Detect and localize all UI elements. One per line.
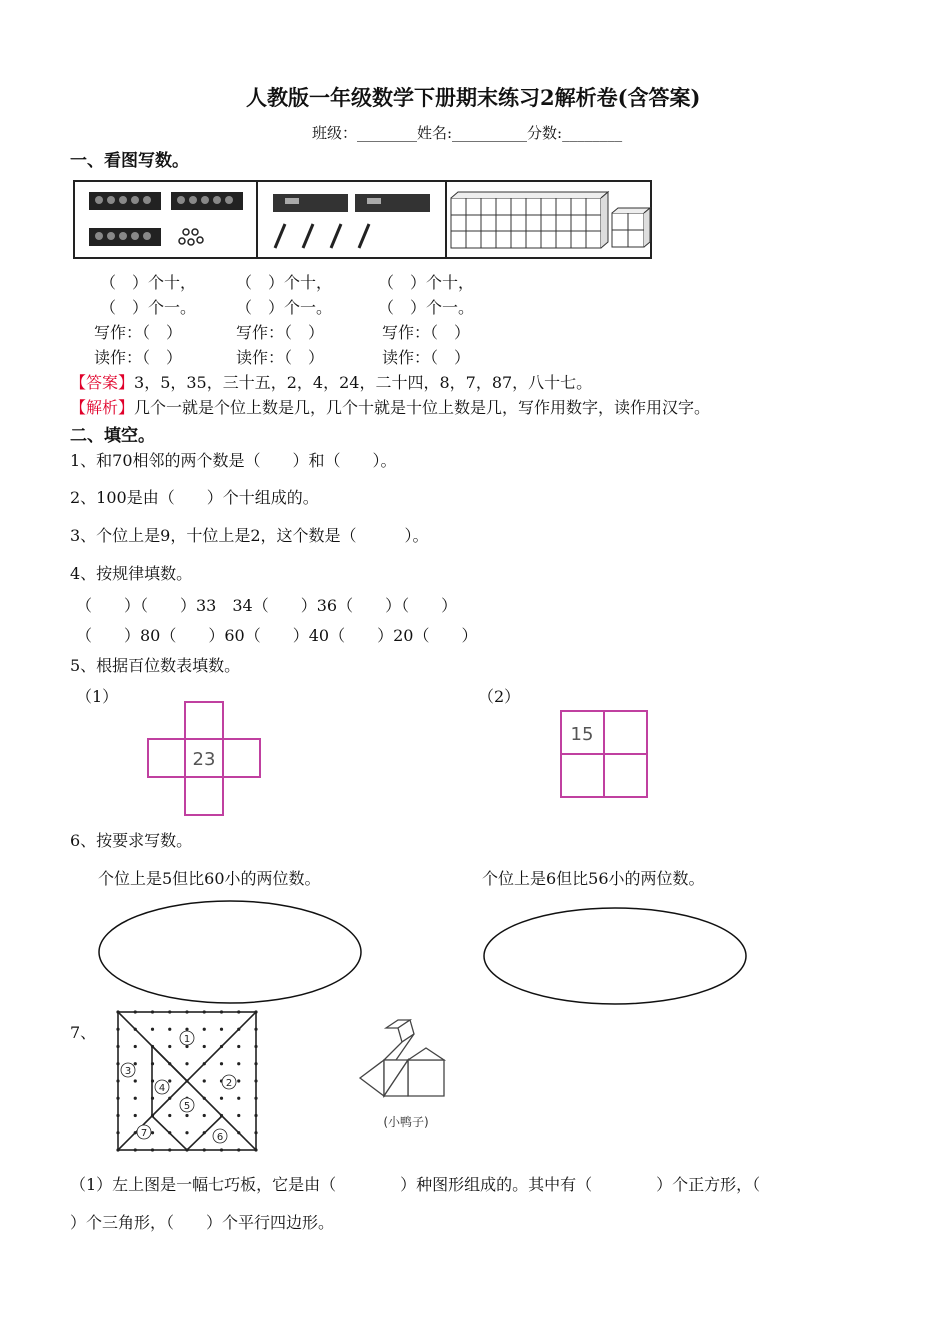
tangram-duck-figure <box>356 1016 452 1136</box>
grid-dot <box>151 1028 154 1031</box>
page-title: 人教版一年级数学下册期末练习2解析卷(含答案) <box>246 85 701 110</box>
grid-dot <box>220 1097 223 1100</box>
grid-dot <box>134 1079 137 1082</box>
answer-text: 3，5，35，三十五，2，4，24，二十四，8，7，87，八十七。 <box>134 373 593 392</box>
pencil-box-2 <box>355 194 430 212</box>
tangram-label-6: 6 <box>216 1132 224 1143</box>
section-1-heading: 一、看图写数。 <box>70 151 189 171</box>
q1-col1-write: 写作：（ ） <box>94 323 183 342</box>
grid-dot <box>168 1028 171 1031</box>
counting-picture-strip <box>73 180 653 260</box>
analysis-tag: 【解析】 <box>70 398 135 417</box>
q7-question-line-1: （1）左上图是一幅七巧板，它是由（ ）种图形组成的。其中有（ ）个正方形，（ <box>70 1175 761 1194</box>
sequence-row-1: （ ）（ ）33 34（ ）36（ ）（ ） <box>76 596 458 615</box>
sub-label-2: （2） <box>478 687 521 706</box>
ten-block-3 <box>89 228 161 246</box>
answer-ellipse-right <box>481 904 749 1008</box>
fill-item-1: 1、和70相邻的两个数是（ ）和（ ）。 <box>70 451 397 470</box>
q1-col3-write: 写作：（ ） <box>382 323 471 342</box>
duck-caption: (小鸭子) <box>383 1115 429 1129</box>
q1-col1-tens: （ ）个十， <box>100 273 197 292</box>
loose-pencils <box>275 224 369 248</box>
tangram-label-1: 1 <box>183 1034 191 1045</box>
sub-label-1: （1） <box>76 687 119 706</box>
grid-dot <box>185 1131 188 1134</box>
grid-dot <box>220 1062 223 1065</box>
q1-col2-write: 写作：（ ） <box>236 323 325 342</box>
grid-dot <box>237 1045 240 1048</box>
fill-item-4: 4、按规律填数。 <box>70 564 193 583</box>
fill-item-2: 2、100是由（ ）个十组成的。 <box>70 488 319 507</box>
answer-tag: 【答案】 <box>70 373 135 392</box>
grid-dot <box>134 1045 137 1048</box>
q7-question-line-2: ）个三角形，（ ）个平行四边形。 <box>70 1213 335 1232</box>
grid-dot <box>220 1028 223 1031</box>
grid-dot <box>134 1062 137 1065</box>
ten-block-2 <box>171 192 243 210</box>
grid-dot <box>185 1028 188 1031</box>
grid-dot <box>134 1097 137 1100</box>
grid-dot <box>185 1062 188 1065</box>
q1-col1-read: 读作：（ ） <box>94 348 183 367</box>
grid2-number: 15 <box>570 724 594 745</box>
fill-item-6: 6、按要求写数。 <box>70 831 193 850</box>
grid-dot <box>203 1079 206 1082</box>
grid-dot <box>134 1114 137 1117</box>
analysis-text: 几个一就是个位上数是几，几个十就是十位上数是几，写作用数字，读作用汉字。 <box>134 398 711 417</box>
grid-dot <box>237 1062 240 1065</box>
q1-analysis <box>70 395 710 418</box>
q1-col3-tens: （ ）个十， <box>378 273 475 292</box>
grid-dot <box>168 1045 171 1048</box>
q1-answer <box>70 370 592 393</box>
grid-dot <box>168 1114 171 1117</box>
grid-dot <box>237 1114 240 1117</box>
grid-dot <box>203 1114 206 1117</box>
section-2-heading: 二、填空。 <box>70 426 155 446</box>
tangram-label-2: 2 <box>225 1078 233 1089</box>
tangram-label-5: 5 <box>183 1101 191 1112</box>
fill-item-7: 7、 <box>70 1023 97 1042</box>
q1-col2-tens: （ ）个十， <box>236 273 333 292</box>
ten-block-1 <box>89 192 161 210</box>
tangram-label-3: 3 <box>124 1066 132 1077</box>
answer-ellipse-left <box>96 898 364 1006</box>
loose-beads <box>179 229 203 245</box>
fill-item-3: 3、个位上是9，十位上是2，这个数是（ ）。 <box>70 526 429 545</box>
hundreds-square-grid <box>560 710 650 800</box>
grid-dot <box>237 1079 240 1082</box>
grid-dot <box>203 1045 206 1048</box>
q1-col1-ones: （ ）个一。 <box>100 298 197 317</box>
q1-col2-ones: （ ）个一。 <box>236 298 333 317</box>
tangram-label-7: 7 <box>140 1128 148 1139</box>
q1-col3-ones: （ ）个一。 <box>378 298 475 317</box>
tangram-label-4: 4 <box>158 1083 166 1094</box>
sequence-row-2: （ ）80（ ）60（ ）40（ ）20（ ） <box>76 626 478 645</box>
fill-item-5: 5、根据百位数表填数。 <box>70 656 241 675</box>
student-info-line: 班级：________姓名:__________分数:________ <box>312 124 623 142</box>
grid1-number: 23 <box>192 749 216 770</box>
q1-col2-read: 读作：（ ） <box>236 348 325 367</box>
grid-dot <box>168 1079 171 1082</box>
grid-dot <box>237 1097 240 1100</box>
cube-block-tens <box>451 192 608 248</box>
tangram-dot-grid <box>114 1008 260 1154</box>
requirement-left: 个位上是5但比60小的两位数。 <box>98 869 321 888</box>
cube-block-ones <box>612 208 650 247</box>
grid-dot <box>203 1028 206 1031</box>
grid-dot <box>185 1114 188 1117</box>
requirement-right: 个位上是6但比56小的两位数。 <box>482 869 705 888</box>
hundreds-cross-grid <box>147 700 262 818</box>
pencil-box-1 <box>273 194 348 212</box>
q1-col3-read: 读作：（ ） <box>382 348 471 367</box>
